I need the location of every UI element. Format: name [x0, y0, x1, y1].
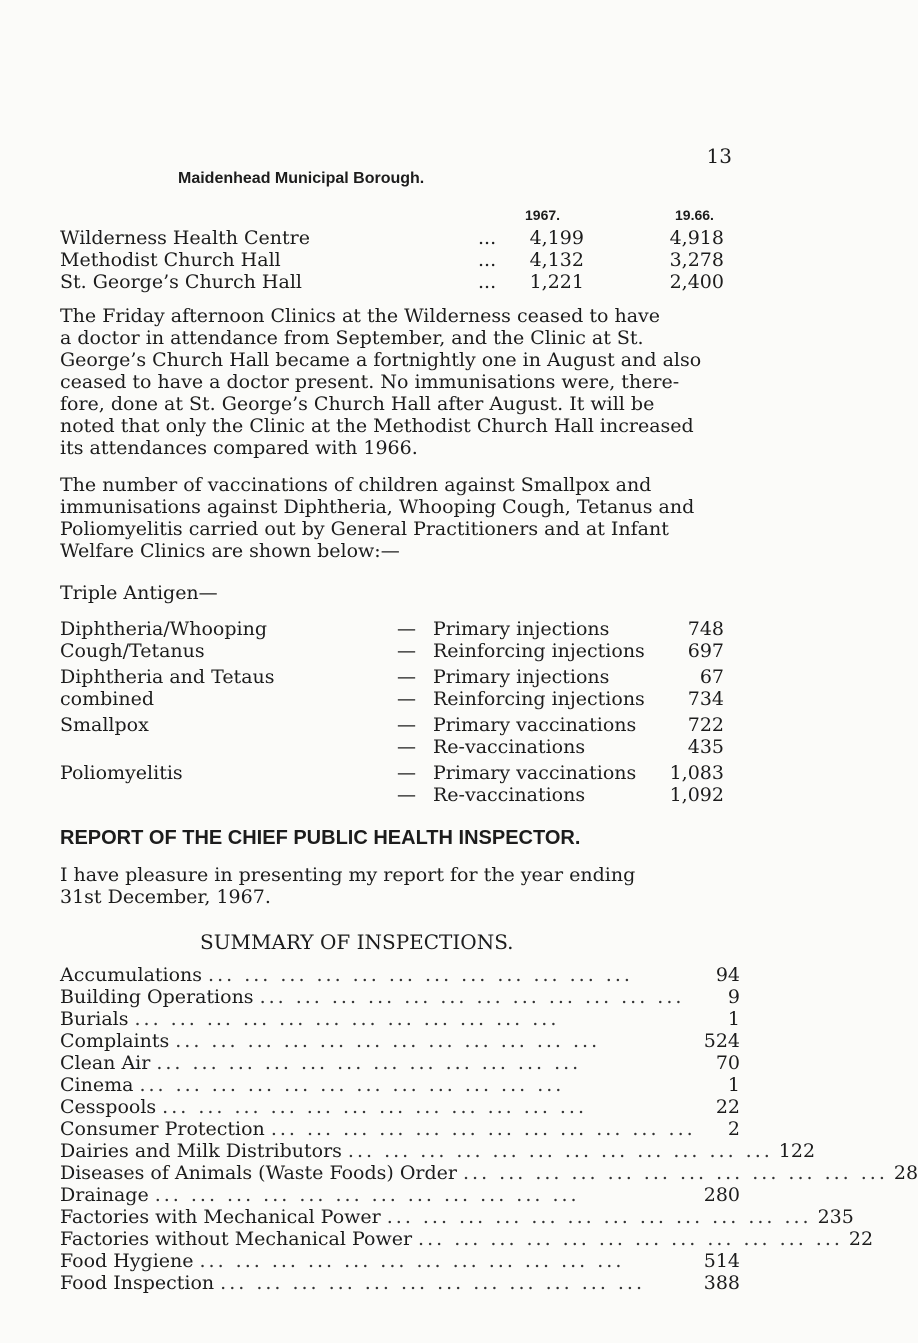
dash: — — [397, 640, 416, 662]
item-value: 235 — [817, 1206, 854, 1228]
disease-name: Diphtheria and Tetaus — [60, 666, 275, 688]
leader-dots: ... — [478, 271, 497, 293]
clinic-name: Wilderness Health Centre — [60, 227, 310, 249]
item-label: Accumulations — [60, 964, 203, 986]
item-label: Consumer Protection — [60, 1118, 265, 1140]
para-line: The number of vaccinations of children against Smallpox and — [60, 474, 652, 496]
para-line: immunisations against Diphtheria, Whooping Cough, Tetanus and — [60, 496, 695, 518]
item-value: 1 — [727, 1074, 740, 1096]
list-item — [60, 1228, 874, 1250]
para-line: The Friday afternoon Clinics at the Wilderness ceased to have — [60, 305, 661, 327]
vaccination-type: Primary injections — [433, 618, 610, 640]
disease-name: Smallpox — [60, 714, 149, 736]
leader-dots: ... ... ... ... ... ... ... ... ... ... ... ... — [199, 1250, 625, 1272]
para-line: Poliomyelitis carried out by General Practitioners and at Infant — [60, 518, 669, 540]
item-value: 122 — [778, 1140, 816, 1162]
vaccination-type: Re-vaccinations — [433, 784, 586, 806]
borough-heading: Maidenhead Municipal Borough. — [178, 170, 425, 187]
vaccination-type: Re-vaccinations — [433, 736, 586, 758]
item-value: 514 — [703, 1250, 740, 1272]
dash: — — [397, 762, 416, 784]
item-label: Food Hygiene — [60, 1250, 194, 1272]
para-line: its attendances compared with 1966. — [60, 437, 418, 459]
leader-dots: ... ... ... ... ... ... ... ... ... ... ... ... — [156, 1052, 582, 1074]
item-value: 2 — [727, 1118, 740, 1140]
leader-dots: ... ... ... ... ... ... ... ... ... ... ... ... — [139, 1074, 565, 1096]
item-label: Dairies and Milk Distributors — [60, 1140, 342, 1162]
list-item — [60, 1184, 740, 1206]
leader-dots: ... ... ... ... ... ... ... ... ... ... ... ... — [418, 1228, 843, 1250]
list-item — [60, 1074, 740, 1096]
item-value: 9 — [727, 986, 740, 1008]
vaccination-count: 748 — [687, 618, 724, 640]
item-value: 94 — [715, 964, 740, 986]
vaccination-type: Reinforcing injections — [433, 688, 645, 710]
item-value: 22 — [848, 1228, 874, 1250]
clinic-name: Methodist Church Hall — [60, 249, 281, 271]
dash: — — [397, 618, 416, 640]
list-item — [60, 1162, 918, 1184]
para-line: fore, done at St. George’s Church Hall after August. It will be — [60, 393, 655, 415]
item-label: Clean Air — [60, 1052, 151, 1074]
list-item — [60, 1250, 740, 1272]
dash: — — [397, 666, 416, 688]
list-item — [60, 1096, 740, 1118]
leader-dots: ... ... ... ... ... ... ... ... ... ... ... ... — [162, 1096, 588, 1118]
leader-dots: ... ... ... ... ... ... ... ... ... ... ... ... — [347, 1140, 773, 1162]
item-label: Food Inspection — [60, 1272, 215, 1294]
leader-dots: ... — [478, 249, 497, 271]
para-line: ceased to have a doctor present. No immunisations were, there- — [60, 371, 680, 393]
vaccination-count: 722 — [687, 714, 724, 736]
dash: — — [397, 784, 416, 806]
vaccination-type: Primary vaccinations — [433, 762, 637, 784]
leader-dots: ... ... ... ... ... ... ... ... ... ... ... ... — [154, 1184, 580, 1206]
item-value: 524 — [703, 1030, 740, 1052]
vaccination-count: 697 — [687, 640, 724, 662]
attendance-1966: 4,918 — [669, 227, 724, 249]
vaccination-count: 67 — [699, 666, 724, 688]
item-label: Complaints — [60, 1030, 170, 1052]
leader-dots: ... ... ... ... ... ... ... ... ... ... ... ... — [270, 1118, 696, 1140]
leader-dots: ... ... ... ... ... ... ... ... ... ... ... ... — [386, 1206, 812, 1228]
attendance-1966: 2,400 — [669, 271, 724, 293]
disease-name: Cough/Tetanus — [60, 640, 205, 662]
item-value: 1 — [727, 1008, 740, 1030]
item-label: Building Operations — [60, 986, 254, 1008]
item-label: Diseases of Animals (Waste Foods) Order — [60, 1162, 457, 1184]
leader-dots: ... ... ... ... ... ... ... ... ... ... ... ... — [463, 1162, 888, 1184]
leader-dots: ... ... ... ... ... ... ... ... ... ... ... ... — [134, 1008, 560, 1030]
item-label: Cinema — [60, 1074, 134, 1096]
leader-dots: ... ... ... ... ... ... ... ... ... ... ... ... — [208, 964, 633, 986]
attendance-1966: 3,278 — [669, 249, 724, 271]
vaccination-type: Reinforcing injections — [433, 640, 645, 662]
vaccination-count: 734 — [687, 688, 724, 710]
vaccination-type: Primary injections — [433, 666, 610, 688]
summary-heading: SUMMARY OF INSPECTIONS. — [200, 930, 514, 954]
list-item — [60, 964, 740, 986]
list-item — [60, 1272, 740, 1294]
disease-name: combined — [60, 688, 154, 710]
attendance-1967: 1,221 — [529, 271, 584, 293]
list-item — [60, 1030, 740, 1052]
leader-dots: ... ... ... ... ... ... ... ... ... ... ... ... — [220, 1272, 646, 1294]
leader-dots: ... ... ... ... ... ... ... ... ... ... ... ... — [259, 986, 685, 1008]
item-label: Drainage — [60, 1184, 149, 1206]
item-value: 388 — [703, 1272, 740, 1294]
page-number: 13 — [706, 144, 732, 168]
item-label: Cesspools — [60, 1096, 157, 1118]
item-value: 22 — [715, 1096, 740, 1118]
report-heading: REPORT OF THE CHIEF PUBLIC HEALTH INSPECTOR. — [60, 827, 581, 849]
triple-antigen-label: Triple Antigen— — [60, 582, 218, 604]
list-item — [60, 1052, 740, 1074]
item-value: 28 — [893, 1162, 918, 1184]
para-line: Welfare Clinics are shown below:— — [60, 540, 400, 562]
list-item — [60, 1118, 740, 1140]
para-line: noted that only the Clinic at the Methodist Church Hall increased — [60, 415, 694, 437]
item-label: Factories with Mechanical Power — [60, 1206, 381, 1228]
list-item — [60, 1206, 854, 1228]
report-intro-line: I have pleasure in presenting my report for the year ending — [60, 864, 636, 886]
dash: — — [397, 688, 416, 710]
list-item — [60, 1140, 816, 1162]
para-line: a doctor in attendance from September, and the Clinic at St. — [60, 327, 644, 349]
dash: — — [397, 714, 416, 736]
clinic-name: St. George’s Church Hall — [60, 271, 302, 293]
list-item — [60, 1008, 740, 1030]
item-label: Factories without Mechanical Power — [60, 1228, 413, 1250]
leader-dots: ... ... ... ... ... ... ... ... ... ... ... ... — [175, 1030, 601, 1052]
col-header-1966: 19.66. — [675, 207, 714, 223]
leader-dots: ... — [478, 227, 497, 249]
list-item — [60, 986, 740, 1008]
report-intro-line: 31st December, 1967. — [60, 886, 271, 908]
item-label: Burials — [60, 1008, 129, 1030]
attendance-1967: 4,132 — [529, 249, 584, 271]
attendance-1967: 4,199 — [529, 227, 584, 249]
disease-name: Poliomyelitis — [60, 762, 183, 784]
vaccination-count: 1,092 — [669, 784, 724, 806]
col-header-1967: 1967. — [525, 207, 561, 223]
disease-name: Diphtheria/Whooping — [60, 618, 267, 640]
vaccination-count: 1,083 — [669, 762, 724, 784]
vaccination-type: Primary vaccinations — [433, 714, 637, 736]
dash: — — [397, 736, 416, 758]
item-value: 280 — [703, 1184, 740, 1206]
vaccination-count: 435 — [687, 736, 724, 758]
item-value: 70 — [715, 1052, 740, 1074]
para-line: George’s Church Hall became a fortnightly one in August and also — [60, 349, 702, 371]
